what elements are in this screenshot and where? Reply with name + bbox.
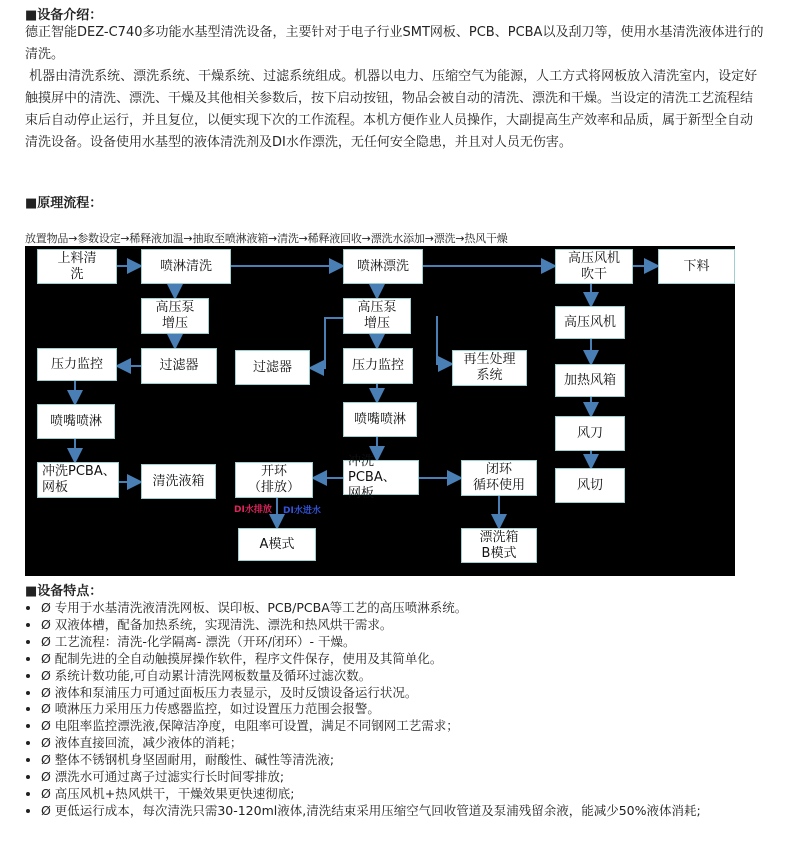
flow-arrow <box>437 316 452 364</box>
flow-diagram <box>25 246 735 576</box>
di-water-drain-label: DI水排放 <box>234 505 272 515</box>
feature-item: • Ø 更低运行成本，每次清洗只需30-120ml液体,清洗结束采用压缩空气回收管道及泵浦残留余液，能减少50%液体消耗; <box>41 803 781 820</box>
box-unload: 下料 <box>658 249 735 284</box>
box-hp-pump-2: 高压泵 增压 <box>343 298 411 334</box>
flow-arrow <box>310 318 343 368</box>
box-heating-air-box: 加热风箱 <box>555 364 625 397</box>
box-pressure-monitor-2: 压力监控 <box>343 348 413 384</box>
box-mode-a: A模式 <box>238 528 316 561</box>
intro-heading: ■设备介绍： <box>25 8 103 23</box>
intro-paragraph-2: 机器由清洗系统、漂洗系统、干燥系统、过滤系统组成。机器以电力、压缩空气为能源，人工方式将网板放入清洗室内，设定好触摸屏中的清洗、漂洗、干燥及其他相关参数后，按下启动按钮，物品会被自动的清洗、漂洗和干燥。当设定的清洗工艺流程结束后自动停止运行，并且复位，以便实现下次的工作流程。本机方便作业人员操作，大副提高生产效率和品质，属于新型全自动清洗设备。设备使用水基型的液体清洗剂及DI水作漂洗，无任何安全隐患，并且对人员无伤害。 <box>25 69 758 150</box>
feature-item: • Ø 专用于水基清洗液清洗网板、误印板、PCB/PCBA等工艺的高压喷淋系统。 <box>41 600 781 617</box>
box-closed-loop: 闭环 循环使用 <box>461 460 537 496</box>
box-rinse-tank-mode-b: 漂洗箱 B模式 <box>461 528 537 563</box>
principle-heading: ■原理流程： <box>25 196 103 211</box>
di-water-inlet-label: DI水进水 <box>283 506 321 516</box>
feature-item: • Ø 电阻率监控漂洗液,保障洁净度，电阻率可设置，满足不同钢网工艺需求； <box>41 718 781 735</box>
box-flush-pcba-2: 冲洗PCBA、 网板 <box>343 460 419 495</box>
box-air-knife: 风刀 <box>555 416 625 451</box>
feature-item: • Ø 双液体槽，配备加热系统，实现清洗、漂洗和热风烘干需求。 <box>41 617 781 634</box>
box-filter-2: 过滤器 <box>235 350 310 385</box>
feature-item: • Ø 系统计数功能,可自动累计清洗网板数量及循环过滤次数。 <box>41 668 781 685</box>
features-list <box>25 600 781 820</box>
box-flush-pcba-1: 冲洗PCBA、 网板 <box>37 462 119 498</box>
box-hp-pump-1: 高压泵 增压 <box>141 298 209 334</box>
feature-item: • Ø 漂洗水可通过离子过滤实行长时间零排放; <box>41 769 781 786</box>
box-pressure-monitor-1: 压力监控 <box>37 348 117 381</box>
feature-item: • Ø 工艺流程：清洗-化学隔离- 漂洗（开环/闭环）- 干燥。 <box>41 634 781 651</box>
box-wash-tank: 清洗液箱 <box>141 464 216 499</box>
box-open-loop: 开环 （排放） <box>235 462 313 498</box>
box-spray-wash: 喷淋清洗 <box>141 249 231 284</box>
box-filter-1: 过滤器 <box>141 348 217 384</box>
box-spray-rinse: 喷淋漂洗 <box>343 249 423 284</box>
feature-item: • Ø 整体不锈钢机身坚固耐用，耐酸性、碱性等清洗液; <box>41 752 781 769</box>
intro-paragraph-1: 德正智能DEZ-C740多功能水基型清洗设备，主要针对于电子行业SMT网板、PCB、PCBA以及刮刀等，使用水基清洗液体进行的清洗。 <box>25 25 764 62</box>
box-nozzle-spray-2: 喷嘴喷淋 <box>343 402 417 437</box>
box-hp-fan: 高压风机 <box>555 306 625 339</box>
feature-item: • Ø 喷淋压力采用压力传感器监控，如过设置压力范围会报警。 <box>41 701 781 718</box>
box-regeneration-system: 再生处理 系统 <box>452 350 527 386</box>
feature-item: • Ø 高压风机+热风烘干，干燥效果更快速彻底; <box>41 786 781 803</box>
box-load-wash: 上料清 洗 <box>37 249 117 284</box>
feature-item: • Ø 液体和泵浦压力可通过面板压力表显示，及时反馈设备运行状况。 <box>41 685 781 702</box>
feature-item: • Ø 配制先进的全自动触摸屏操作软件，程序文件保存，使用及其简单化。 <box>41 651 781 668</box>
box-nozzle-spray-1: 喷嘴喷淋 <box>37 404 115 439</box>
box-air-cut: 风切 <box>555 468 625 503</box>
process-flow-text: 放置物品→参数设定→稀释液加温→抽取至喷淋液箱→清洗→稀释液回收→漂洗水添加→漂洗→热风干燥 <box>25 232 508 245</box>
features-heading: ■设备特点： <box>25 584 103 599</box>
feature-item: • Ø 液体直接回流，减少液体的消耗； <box>41 735 781 752</box>
box-hp-fan-dry: 高压风机 吹干 <box>555 249 633 284</box>
